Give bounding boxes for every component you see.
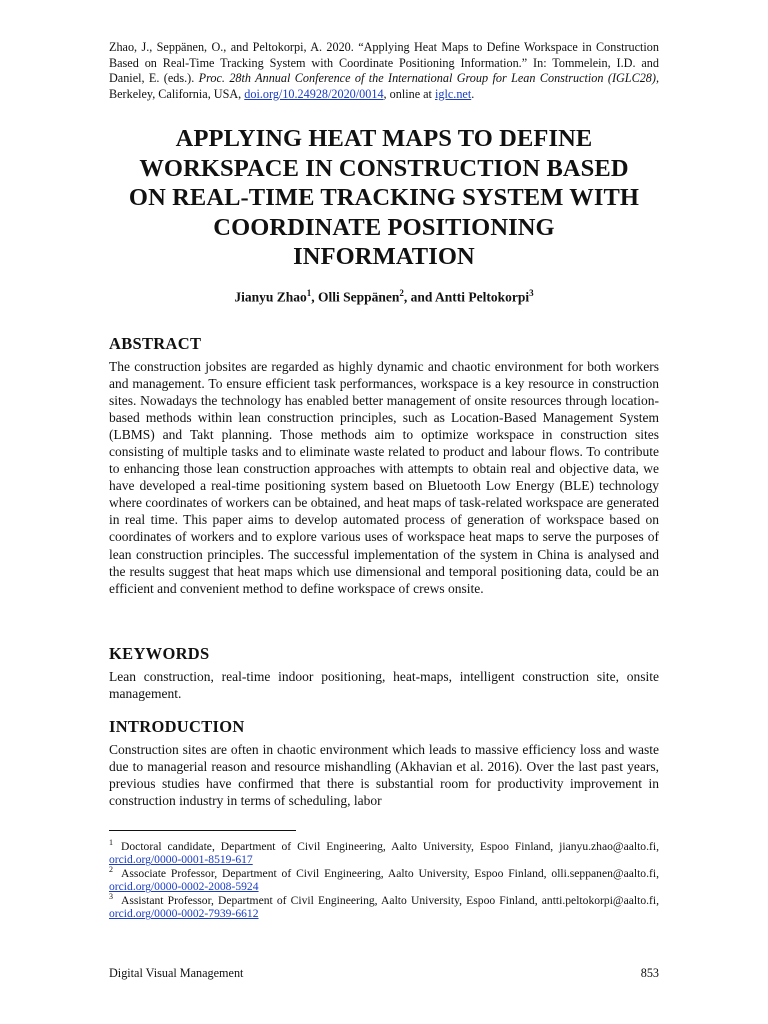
- abstract-text: The construction jobsites are regarded as highly dynamic and chaotic environment for both workers and management. To ensure efficient task performances, workspace is a key resource in construction sites. Nowadays the technology has enabled better management of onsite resources through location-based methods within lean construction principles, such as Location-Based Management System (LBMS) and Takt planning. Those methods aim to optimize workspace in construction sites consisting of multiple tasks and to eliminate waste related to product and labour flows. To contribute to enhancing those lean construction approaches with attempts to obtain real and objective data, we have developed a real-time positioning system based on Bluetooth Low Energy (BLE) technology where coordinates of workers can be obtained, and heat maps of task-related workspace are generated in real time. This paper aims to develop automated process of generation of workspace based on coordinates of workers and to explore various uses of workspace heat maps to serve the purposes of lean construction principles. The successful implementation of the system in China is analysed and the results suggest that heat maps which use dimensional and temporal positioning data, could be an efficient and convenient method to define workspace of crews onsite.: [109, 359, 659, 596]
- keywords-text: Lean construction, real-time indoor positioning, heat-maps, intelligent construction site, onsite management.: [109, 669, 659, 702]
- footnote-mark: 2: [109, 865, 113, 874]
- paper-title: [109, 124, 659, 272]
- introduction-text: Construction sites are often in chaotic environment which leads to massive efficiency loss and waste due to managerial reason and resource mishandling (Akhavian et al. 2016). Over the last past years, previous studies have confirmed that there is substantial room for productivity improvement in construction industry in terms of scheduling, labor: [109, 742, 659, 809]
- footnote-divider: [109, 830, 296, 831]
- citation-text: Zhao, J., Seppänen, O., and Peltokorpi, A. 2020. “Applying Heat Maps to Define Workspace in Construction Based on Real-Time Tracking System with Coordinate Positioning Information.” In: Tommelein, I.D. and Daniel, E. (eds.).: [109, 40, 659, 86]
- author-name: Antti Peltokorpi: [435, 289, 530, 305]
- title-line: COORDINATE POSITIONING: [213, 213, 555, 241]
- author-name: Jianyu Zhao: [234, 289, 307, 305]
- footnote-text: Assistant Professor, Department of Civil Engineering, Aalto University, Espoo Finland, antti.peltokorpi@aalto.fi,: [121, 893, 659, 907]
- abstract-heading: ABSTRACT: [109, 334, 202, 353]
- orcid-link[interactable]: orcid.org/0000-0002-2008-5924: [109, 880, 259, 894]
- orcid-link[interactable]: orcid.org/0000-0001-8519-617: [109, 853, 253, 867]
- citation-location: Berkeley, California, USA,: [109, 86, 245, 101]
- citation-proceedings: Proc. 28th Annual Conference of the International Group for Lean Construction (IGLC28),: [198, 71, 660, 86]
- introduction-heading: INTRODUCTION: [109, 717, 245, 736]
- page-footer: [109, 966, 659, 981]
- author-list: [109, 288, 659, 306]
- citation-online: , online at: [383, 86, 435, 101]
- title-line: INFORMATION: [293, 243, 475, 270]
- doi-link[interactable]: doi.org/10.24928/2020/0014: [244, 86, 384, 101]
- orcid-link[interactable]: orcid.org/0000-0002-7939-6612: [109, 907, 259, 921]
- footer-section: Digital Visual Management: [109, 966, 244, 980]
- author-mark: 3: [529, 288, 534, 298]
- citation-end: .: [471, 86, 475, 101]
- author-separator: ,: [311, 289, 318, 305]
- author-separator: , and: [403, 289, 436, 305]
- keywords-heading: KEYWORDS: [109, 644, 210, 663]
- footnote-mark: 1: [109, 838, 113, 847]
- footnote: [109, 890, 659, 921]
- author-mark: 1: [306, 288, 312, 298]
- title-line: APPLYING HEAT MAPS TO DEFINE: [175, 125, 593, 152]
- author-mark: 2: [399, 288, 404, 298]
- author-name: Olli Seppänen: [317, 289, 400, 305]
- title-line: WORKSPACE IN CONSTRUCTION BASED: [139, 154, 629, 182]
- page-number: 853: [640, 966, 659, 980]
- footnote-text: Doctoral candidate, Department of Civil Engineering, Aalto University, Espoo Finland, jianyu.zhao@aalto.fi,: [121, 839, 659, 853]
- iglc-link[interactable]: iglc.net: [435, 86, 472, 101]
- footnote-text: Associate Professor, Department of Civil Engineering, Aalto University, Espoo Finland, olli.seppanen@aalto.fi,: [121, 866, 659, 880]
- title-line: ON REAL-TIME TRACKING SYSTEM WITH: [128, 184, 640, 211]
- citation-block: [109, 40, 659, 102]
- footnote-mark: 3: [109, 892, 113, 901]
